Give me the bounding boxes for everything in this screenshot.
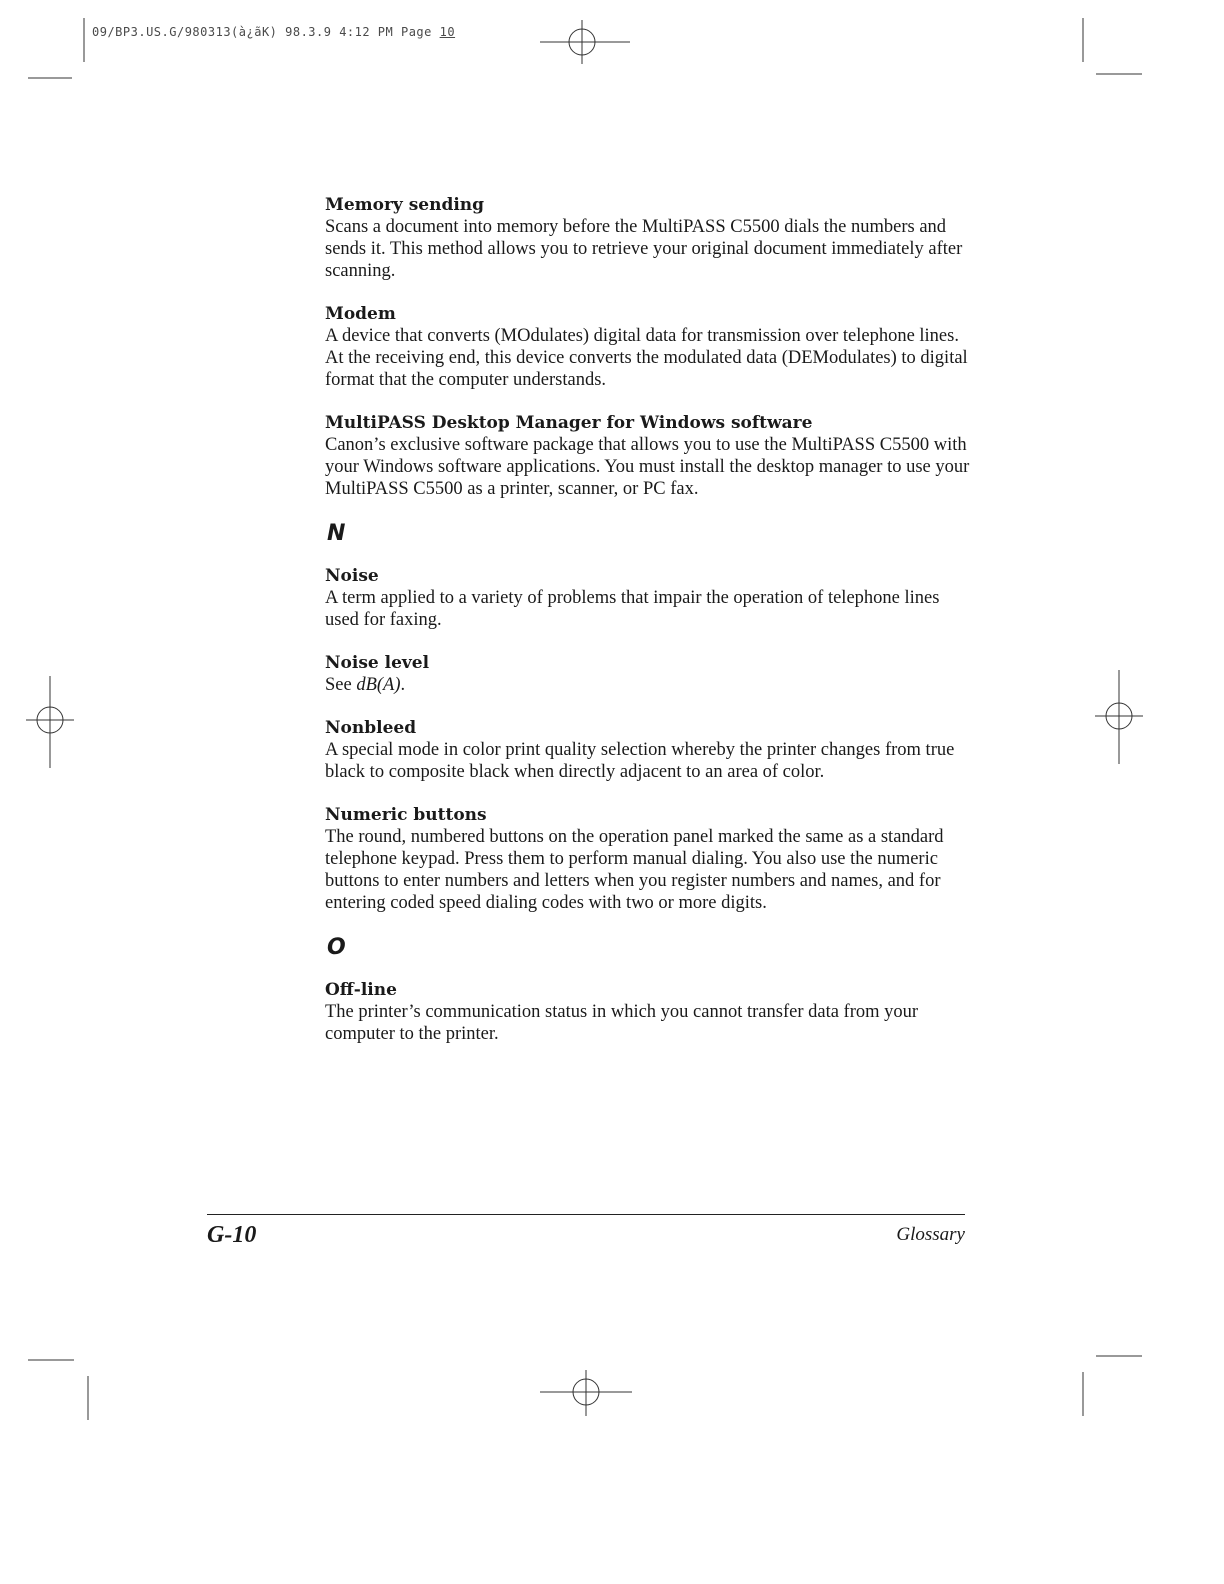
glossary-entry — [325, 565, 975, 631]
glossary-section-o — [325, 935, 975, 1045]
section-letter: N — [327, 521, 346, 546]
glossary-term: Noise — [325, 566, 379, 586]
definition-prefix: See — [325, 675, 357, 695]
glossary-entry — [325, 717, 975, 783]
glossary-section-m — [325, 194, 975, 500]
registration-mark-right-middle — [1095, 670, 1143, 764]
glossary-entry — [325, 412, 975, 500]
glossary-term: Modem — [325, 304, 396, 324]
glossary-definition: Canon’s exclusive software package that allows you to use the MultiPASS C5500 with your Windows software applications. You must install the desktop manager to use your MultiPASS C5500 as a printer, scanner, or PC fax. — [325, 435, 970, 499]
registration-mark-left-middle — [26, 676, 74, 768]
glossary-term: Numeric buttons — [325, 805, 487, 825]
glossary-definition: A term applied to a variety of problems that impair the operation of telephone lines used for faxing. — [325, 588, 940, 630]
glossary-definition: A device that converts (MOdulates) digital data for transmission over telephone lines. At the receiving end, this device converts the modulated data (DEModulates) to digital format that the computer understands. — [325, 326, 968, 390]
glossary-definition — [325, 674, 975, 696]
glossary-entry — [325, 804, 975, 914]
glossary-term: Noise level — [325, 653, 430, 673]
glossary-section-n — [325, 521, 975, 914]
slug-text: 09/BP3.US.G/980313(à¿ãK) 98.3.9 4:12 PM Page — [92, 25, 440, 39]
glossary-definition: The round, numbered buttons on the operation panel marked the same as a standard telephone keypad. Press them to perform manual dialing. You also use the numeric buttons to enter numbers and letters when you register numbers and names, and for entering coded speed dialing codes with two or more digits. — [325, 827, 944, 913]
glossary-entry — [325, 303, 975, 391]
slug-page-number: 10 — [439, 25, 456, 39]
glossary-definition: The printer’s communication status in which you cannot transfer data from your computer to the printer. — [325, 1002, 919, 1044]
footer-page-label: G-10 — [207, 1222, 257, 1248]
glossary-term: Off-line — [325, 980, 397, 1000]
glossary-term: MultiPASS Desktop Manager for Windows software — [325, 413, 813, 433]
cross-reference: dB(A) — [356, 675, 401, 695]
glossary-entry — [325, 194, 975, 282]
registration-mark-bottom-center — [540, 1370, 632, 1416]
glossary-entry — [325, 979, 975, 1045]
glossary-content — [325, 194, 975, 1066]
glossary-definition: Scans a document into memory before the MultiPASS C5500 dials the numbers and sends it. This method allows you to retrieve your original document immediately after scanning. — [325, 217, 963, 281]
section-letter: O — [327, 935, 346, 960]
glossary-entry — [325, 652, 975, 696]
registration-mark-top-center — [540, 20, 630, 64]
footer-section-name: Glossary — [896, 1224, 965, 1245]
footer-rule — [207, 1214, 965, 1215]
glossary-term: Nonbleed — [325, 718, 417, 738]
glossary-term: Memory sending — [325, 195, 485, 215]
definition-suffix: . — [400, 675, 406, 695]
glossary-definition: A special mode in color print quality selection whereby the printer changes from true black to composite black when directly adjacent to an area of color. — [325, 740, 955, 782]
